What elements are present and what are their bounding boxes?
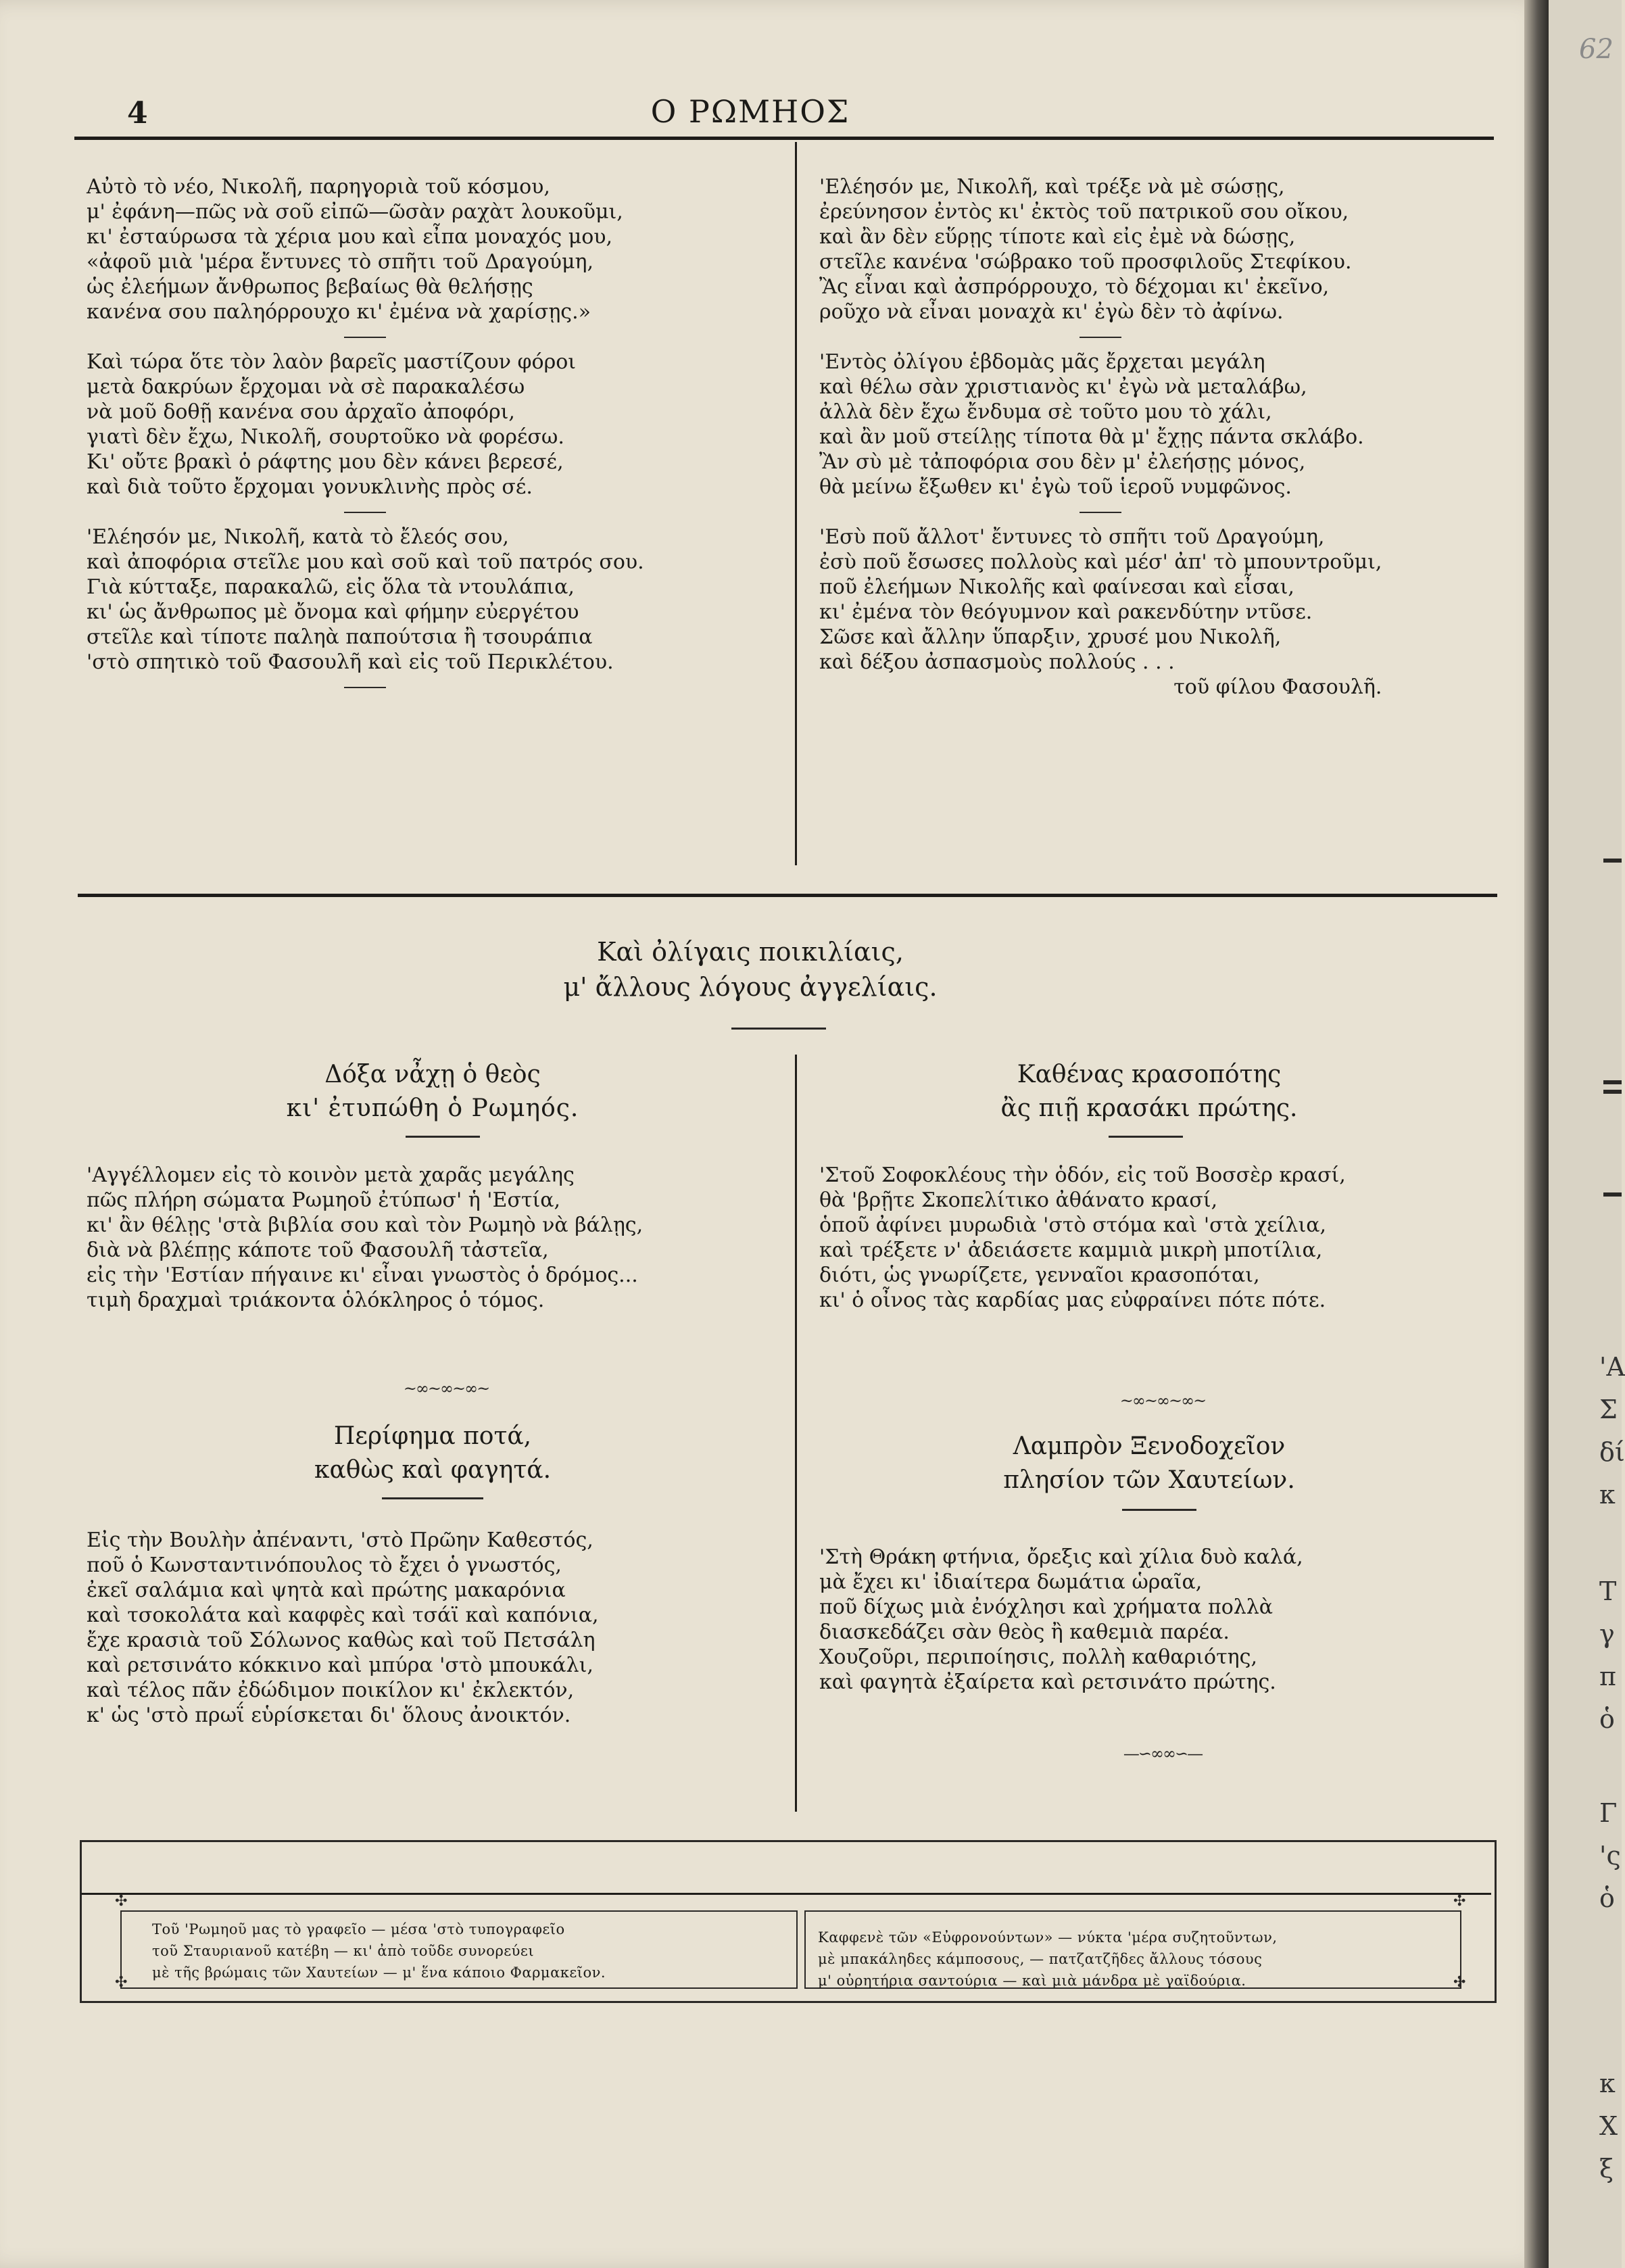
verse-line: κι' ὡς ἄνθρωπος μὲ ὄνομα καὶ φήμην εὐεργέτου (87, 600, 579, 624)
ad-title-drinks (95, 1420, 771, 1487)
ad-line: καὶ τρέξετε ν' ἀδειάσετε καμμιὰ μικρὴ μποτίλια, (819, 1238, 1323, 1262)
corner-ornament: ✣ (1453, 1974, 1466, 1991)
verse-line: Κι' οὔτε βρακὶ ὁ ράφτης μου δὲν κάνει βερεσέ, (87, 450, 564, 474)
verse-line: καὶ ἀποφόρια στεῖλε μου καὶ σοῦ καὶ τοῦ πατρός σου. (87, 550, 644, 574)
next-page-fragment: κ (1599, 2069, 1616, 2098)
next-page-fragment: ὁ (1599, 1704, 1615, 1734)
ad-line: ἐκεῖ σαλάμια καὶ ψητὰ καὶ πρώτης μακαρόνια (87, 1578, 566, 1602)
next-page-fragment: ξ (1599, 2154, 1614, 2183)
ad-title-wine (811, 1058, 1487, 1126)
ad-line: ὁποῦ ἀφίνει μυρωδιὰ 'στὸ στόμα καὶ 'στὰ χείλια, (819, 1213, 1326, 1237)
ad-line: κι' ὁ οἶνος τὰς καρδίας μας εὐφραίνει πότε πότε. (819, 1288, 1326, 1312)
verse-line: Ἂν σὺ μὲ τἀποφόρια σου δὲν μ' ἐλεήσῃς μόνος, (819, 450, 1306, 474)
verse-line: 'στὸ σπητικὸ τοῦ Φασουλῆ καὶ εἰς τοῦ Περικλέτου. (87, 650, 614, 674)
corner-ornament: ✣ (115, 1893, 128, 1910)
poem-column-right (819, 174, 1382, 700)
ad-line: κι' ἂν θέλῃς 'στὰ βιβλία σου καὶ τὸν Ρωμηὸ νὰ βάλῃς, (87, 1213, 644, 1237)
verse-line: καὶ διὰ τοῦτο ἔρχομαι γονυκλινὴς πρὸς σέ. (87, 475, 533, 499)
verse-line: 'Εσὺ ποῦ ἄλλοτ' ἔντυνες τὸ σπῆτι τοῦ Δραγούμη, (819, 525, 1325, 549)
verse-line: ὡς ἐλεήμων ἄνθρωπος βεβαίως θὰ θελήσῃς (87, 275, 533, 299)
ornament-divider-end: —∽∞∞∽— (1123, 1744, 1203, 1763)
ad-line: καὶ τέλος πᾶν ἐδώδιμον ποικίλον κι' ἐκλεκτόν, (87, 1679, 575, 1702)
signature: τοῦ φίλου Φασουλῆ. (1173, 675, 1382, 699)
verse-line: κι' ἐσταύρωσα τὰ χέρια μου καὶ εἶπα μοναχός μου, (87, 225, 613, 249)
ad-line: 'Στὴ Θράκη φτήνια, ὄρεξις καὶ χίλια δυὸ καλά, (819, 1545, 1303, 1569)
ad-body-wine (819, 1163, 1346, 1313)
ad-line: τιμὴ δραχμαὶ τριάκοντα ὁλόκληρος ὁ τόμος. (87, 1288, 545, 1312)
bottom-box-rule (81, 1893, 1491, 1895)
verse-line: Αὐτὸ τὸ νέο, Νικολῆ, παρηγοριὰ τοῦ κόσμου, (87, 175, 550, 199)
ad-title-underline (1109, 1136, 1183, 1138)
ad-line: καὶ φαγητὰ ἐξαίρετα καὶ ρετσινάτο πρώτης. (819, 1670, 1276, 1694)
verse-line: καὶ ἂν μοῦ στείλῃς τίποτα θὰ μ' ἔχῃς πάντα σκλάβο. (819, 425, 1364, 449)
stanza-separator (819, 324, 1382, 349)
ad-title-drinks-line-2: καθὼς καὶ φαγητά. (314, 1456, 552, 1484)
ad-body-hotel (819, 1545, 1303, 1695)
next-page-fragment: π (1599, 1662, 1616, 1691)
verse-line: μ' ἐφάνη—πῶς νὰ σοῦ εἰπῶ—ῶσὰν ραχὰτ λουκοῦμι, (87, 200, 623, 224)
verse-line: κανένα σου παληόρρουχο κι' ἐμένα νὰ χαρίσῃς.» (87, 300, 591, 324)
next-page-fragment: Χ (1599, 2111, 1618, 2141)
stanza-separator (87, 675, 644, 700)
ad-line: ἔχε κρασιὰ τοῦ Σόλωνος καθὼς καὶ τοῦ Πετσάλη (87, 1628, 596, 1652)
ad-line: θὰ 'βρῇτε Σκοπελίτικο ἀθάνατο κρασί, (819, 1188, 1218, 1212)
verse-line: καὶ θέλω σὰν χριστιανὸς κι' ἐγὼ νὰ μεταλάβω, (819, 375, 1307, 399)
verse-line: Ἂς εἶναι καὶ ἀσπρόρρουχο, τὸ δέχομαι κι' ἐκεῖνο, (819, 275, 1330, 299)
verse-line: Γιὰ κύτταξε, παρακαλῶ, εἰς ὅλα τὰ ντουλάπια, (87, 575, 575, 599)
next-page-rule (1603, 1090, 1622, 1094)
stanza-separator (819, 500, 1382, 525)
next-page-fragment: δί (1599, 1437, 1625, 1467)
next-page-rule (1603, 1192, 1622, 1197)
ad-title-underline (406, 1136, 480, 1138)
verse-line: 'Ελέησόν με, Νικολῆ, καὶ τρέξε νὰ μὲ σώσῃς, (819, 175, 1285, 199)
page-number: 4 (127, 96, 148, 130)
notice-left-line-2: τοῦ Σταυριανοῦ κατέβη — κι' ἀπὸ τοῦδε συνορεύει (152, 1943, 535, 1959)
next-page-fragment: 'ς (1599, 1841, 1621, 1871)
ad-line: 'Αγγέλλομεν εἰς τὸ κοινὸν μετὰ χαρᾶς μεγάλης (87, 1163, 575, 1187)
notice-right-line-1: Καφφενὲ τῶν «Εὐφρονούντων» — νύκτα 'μέρα συζητοῦντων, (818, 1929, 1278, 1946)
verse-line: Σῶσε καὶ ἄλλην ὕπαρξιν, χρυσέ μου Νικολῆ, (819, 625, 1282, 649)
miscellany-heading (0, 934, 1501, 1005)
ad-line: καὶ τσοκολάτα καὶ καφφὲς καὶ τσάϊ καὶ καπόνια, (87, 1603, 599, 1627)
verse-line: καὶ δέξου ἀσπασμοὺς πολλούς . . . (819, 650, 1175, 674)
ad-title-wine-line-1: Καθένας κρασοπότης (1017, 1061, 1282, 1088)
ornament-divider: ~∞~∞~∞~ (403, 1379, 489, 1398)
ad-line: καὶ ρετσινάτο κόκκινο καὶ μπύρα 'στὸ μπουκάλι, (87, 1654, 593, 1677)
corner-ornament: ✣ (1453, 1893, 1466, 1910)
ad-line: διὰ νὰ βλέπῃς κάποτε τοῦ Φασουλῆ τἀστεῖα, (87, 1238, 549, 1262)
ad-line: Εἰς τὴν Βουλὴν ἀπέναντι, 'στὸ Πρῶην Καθεστός, (87, 1528, 593, 1552)
ad-line: διασκεδάζει σὰν θεὸς ἢ καθεμιὰ παρέα. (819, 1620, 1230, 1644)
verse-line: 'Ελέησόν με, Νικολῆ, κατὰ τὸ ἔλεός σου, (87, 525, 509, 549)
ad-line: πῶς πλήρη σώματα Ρωμηοῦ ἐτύπωσ' ἡ 'Εστία, (87, 1188, 561, 1212)
ad-title-drinks-line-1: Περίφημα ποτά, (333, 1422, 532, 1450)
heading-underline (731, 1028, 826, 1030)
verse-line: μετὰ δακρύων ἔρχομαι νὰ σὲ παρακαλέσω (87, 375, 525, 399)
corner-ornament: ✣ (115, 1974, 128, 1991)
notice-left-line-1: Τοῦ 'Ρωμηοῦ μας τὸ γραφεῖο — μέσα 'στὸ τυπογραφεῖο (152, 1921, 565, 1937)
column-divider-top (795, 142, 797, 865)
binding-edge (1524, 0, 1549, 2268)
next-page-fragment: Γ (1599, 1798, 1618, 1828)
verse-line: 'Εντὸς ὀλίγου ἑβδομὰς μᾶς ἔρχεται μεγάλη (819, 350, 1265, 374)
verse-line: στεῖλε κανένα 'σώβρακο τοῦ προσφιλοῦς Στεφίκου. (819, 250, 1352, 274)
next-page-fragment: ὁ (1599, 1883, 1615, 1913)
next-page-rule (1603, 1080, 1622, 1084)
ad-title-underline (1122, 1509, 1196, 1511)
verse-line: θὰ μείνω ἔξωθεν κι' ἐγὼ τοῦ ἱεροῦ νυμφῶνος. (819, 475, 1292, 499)
ad-line: διότι, ὡς γνωρίζετε, γενναῖοι κρασοπόται, (819, 1263, 1260, 1287)
verse-line: ροῦχο νὰ εἶναι μοναχὰ κι' ἐγὼ δὲν τὸ ἀφίνω. (819, 300, 1284, 324)
ad-title-wine-line-2: ἂς πιῇ κρασάκι πρώτης. (1000, 1094, 1298, 1122)
miscellany-heading-line-2: μ' ἄλλους λόγους ἀγγελίαις. (563, 972, 938, 1002)
ad-body-drinks (87, 1528, 599, 1728)
ad-line: εἰς τὴν 'Εστίαν πήγαινε κι' εἶναι γνωστὸς ὁ δρόμος... (87, 1263, 638, 1287)
notice-right-line-3: μ' οὐρητήρια σαντούρια — καὶ μιὰ μάνδρα μὲ γαϊδούρια. (818, 1973, 1246, 1989)
notice-left-line-3: μὲ τῆς βρώμαις τῶν Χαυτείων — μ' ἕνα κάποιο Φαρμακεῖον. (152, 1964, 606, 1981)
verse-line: ἀλλὰ δὲν ἔχω ἔνδυμα σὲ τοῦτο μου τὸ χάλι, (819, 400, 1272, 424)
ad-line: ποῦ δίχως μιὰ ἐνόχλησι καὶ χρήματα πολλὰ (819, 1595, 1274, 1619)
poem-column-left (87, 174, 644, 700)
verse-line: καὶ ἂν δὲν εὕρῃς τίποτε καὶ εἰς ἐμὲ νὰ δώσῃς, (819, 225, 1296, 249)
ornament-divider: ~∞~∞~∞~ (1119, 1391, 1206, 1410)
column-divider-bottom (795, 1055, 797, 1812)
ad-line: 'Στοῦ Σοφοκλέους τὴν ὁδόν, εἰς τοῦ Βοσσὲρ κρασί, (819, 1163, 1346, 1187)
ad-line: ποῦ ὁ Κωνσταντινόπουλος τὸ ἔχει ὁ γνωστός, (87, 1553, 562, 1577)
verse-line: στεῖλε καὶ τίποτε παληὰ παπούτσια ἢ τσουράπια (87, 625, 593, 649)
verse-line: ἐρεύνησον ἐντὸς κι' ἐκτὸς τοῦ πατρικοῦ σου οἴκου, (819, 200, 1349, 224)
next-page-fragment: Τ (1599, 1576, 1617, 1606)
verse-line: Καὶ τώρα ὅτε τὸν λαὸν βαρεῖς μαστίζουν φόροι (87, 350, 577, 374)
ad-title-estia-line-1: Δόξα νἆχῃ ὁ θεὸς (324, 1061, 541, 1088)
header-rule (74, 137, 1494, 140)
next-page-fragment: 'Α (1599, 1352, 1625, 1382)
miscellany-heading-line-1: Καὶ ὀλίγαις ποικιλίαις, (597, 937, 904, 967)
stanza-separator (87, 500, 644, 525)
ad-title-hotel-line-1: Λαμπρὸν Ξενοδοχεῖον (1013, 1432, 1286, 1460)
section-rule (78, 894, 1497, 897)
next-page-fragment: κ (1599, 1480, 1616, 1510)
ad-line: Χουζοῦρι, περιποίησις, πολλὴ καθαριότης, (819, 1645, 1257, 1669)
ad-body-estia (87, 1163, 643, 1313)
archive-page-mark: 62 (1579, 34, 1614, 65)
newspaper-title: Ο ΡΩΜΗΟΣ (650, 93, 850, 130)
adjacent-page (1549, 0, 1622, 2268)
ad-line: κ' ὡς 'στὸ πρωΐ εὑρίσκεται δι' ὅλους ἀνοικτόν. (87, 1704, 571, 1727)
notice-right-line-2: μὲ μπακάληδες κάμποσους, — πατζατζῆδες ἄλλους τόσους (818, 1951, 1263, 1967)
verse-line: γιατὶ δὲν ἔχω, Νικολῆ, σουρτοῦκο νὰ φορέσω. (87, 425, 564, 449)
ad-line: μὰ ἔχει κι' ἰδιαίτερα δωμάτια ὡραῖα, (819, 1570, 1203, 1594)
ad-title-hotel (811, 1430, 1487, 1497)
stanza-separator (87, 324, 644, 349)
next-page-fragment: γ (1599, 1619, 1615, 1649)
ad-title-estia (95, 1058, 771, 1126)
ad-title-underline (382, 1497, 483, 1499)
verse-line: κι' ἐμένα τὸν θεόγυμνον καὶ ρακενδύτην ντῦσε. (819, 600, 1313, 624)
verse-line: ἐσὺ ποῦ ἔσωσες πολλοὺς καὶ μέσ' ἀπ' τὸ μπουντροῦμι, (819, 550, 1382, 574)
next-page-fragment: Σ (1599, 1395, 1618, 1424)
verse-line: «ἀφοῦ μιὰ 'μέρα ἔντυνες τὸ σπῆτι τοῦ Δραγούμη, (87, 250, 593, 274)
ad-title-hotel-line-2: πλησίον τῶν Χαυτείων. (1003, 1466, 1295, 1494)
ad-title-estia-line-2: κι' ἐτυπώθη ὁ Ρωμηός. (286, 1094, 579, 1122)
next-page-rule (1603, 859, 1622, 863)
verse-line: ποῦ ἐλεήμων Νικολῆς καὶ φαίνεσαι καὶ εἶσαι, (819, 575, 1294, 599)
verse-line: νὰ μοῦ δοθῇ κανένα σου ἀρχαῖο ἀποφόρι, (87, 400, 515, 424)
